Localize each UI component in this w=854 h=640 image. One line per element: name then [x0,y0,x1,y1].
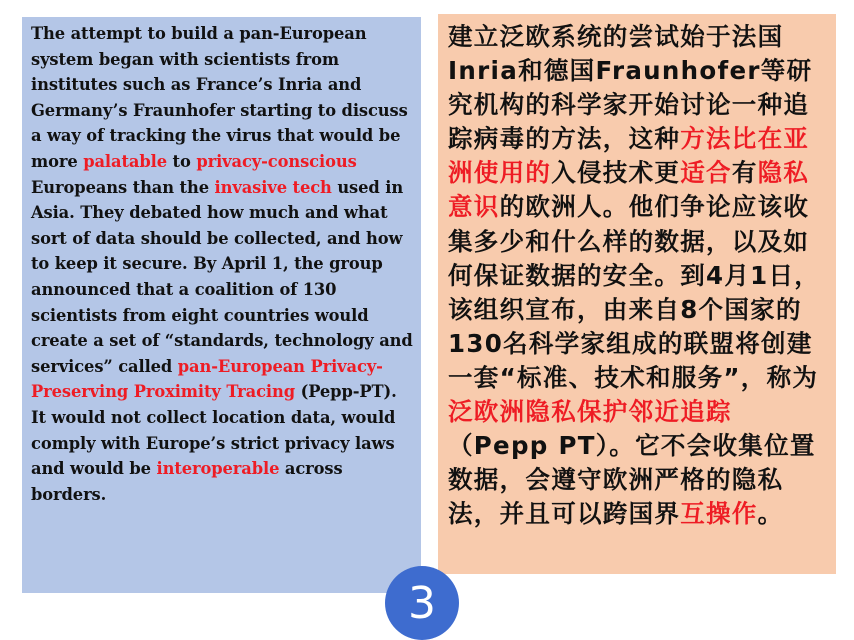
english-text-segment: (Pepp-PT). It would not collect location data, would comply with Europe’s strict privacy laws and would be [31,382,397,479]
chinese-highlight-text: 互操作 [680,499,758,529]
english-paragraph [31,21,415,507]
page-number-badge: 3 [385,566,459,640]
chinese-highlight-text: 适合 [680,158,732,188]
english-highlight-text: interoperable [156,459,280,479]
chinese-paragraph [448,20,830,531]
english-text-segment: The attempt to build a pan-European system began with scientists from institutes such as France’s Inria and Germany’s Fraunhofer starting to discuss a way of tracking the virus that would be more [31,24,408,171]
chinese-highlight-text: 隐私意识 [448,158,810,222]
english-highlight-text: privacy-conscious [196,151,357,171]
english-highlight-text: palatable [83,151,167,171]
english-text-segment: used in Asia. They debated how much and what sort of data should be collected, and how to keep it secure. By April 1, the group announced that a coalition of 130 scientists from eight countries would create a set of “standards, technology and services” called [31,177,413,376]
english-text-segment: to [166,151,197,171]
chinese-text-segment: 。 [757,499,784,529]
chinese-text-segment: 入侵技术更 [551,158,681,188]
chinese-text-segment: 的欧洲人。他们争论应该收集多少和什么样的数据，以及如何保证数据的安全。到4月1日，该组织宣布，由来自8个国家的130名科学家组成的联盟将创建一套“标准、技术和服务”，称为 [448,192,821,392]
chinese-text-panel [438,14,836,574]
chinese-text-segment: 建立泛欧系统的尝试始于法国Inria和德国Fraunhofer等研究机构的科学家开始讨论一种追踪病毒的方法，这种 [448,22,813,154]
chinese-text-segment: （Pepp PT）。它不会收集位置数据，会遵守欧洲严格的隐私法，并且可以跨国界 [448,431,816,529]
english-text-segment: across borders. [31,459,343,504]
chinese-highlight-text: 方法比在亚洲使用的 [448,124,810,188]
chinese-text-segment: 有 [731,158,758,188]
english-text-segment: Europeans than the [31,177,215,197]
english-text-panel [22,17,421,593]
english-highlight-text: pan-European Privacy-Preserving Proximity Tracing [31,356,383,402]
english-highlight-text: invasive tech [214,177,332,197]
chinese-highlight-text: 泛欧洲隐私保护邻近追踪 [448,397,732,427]
